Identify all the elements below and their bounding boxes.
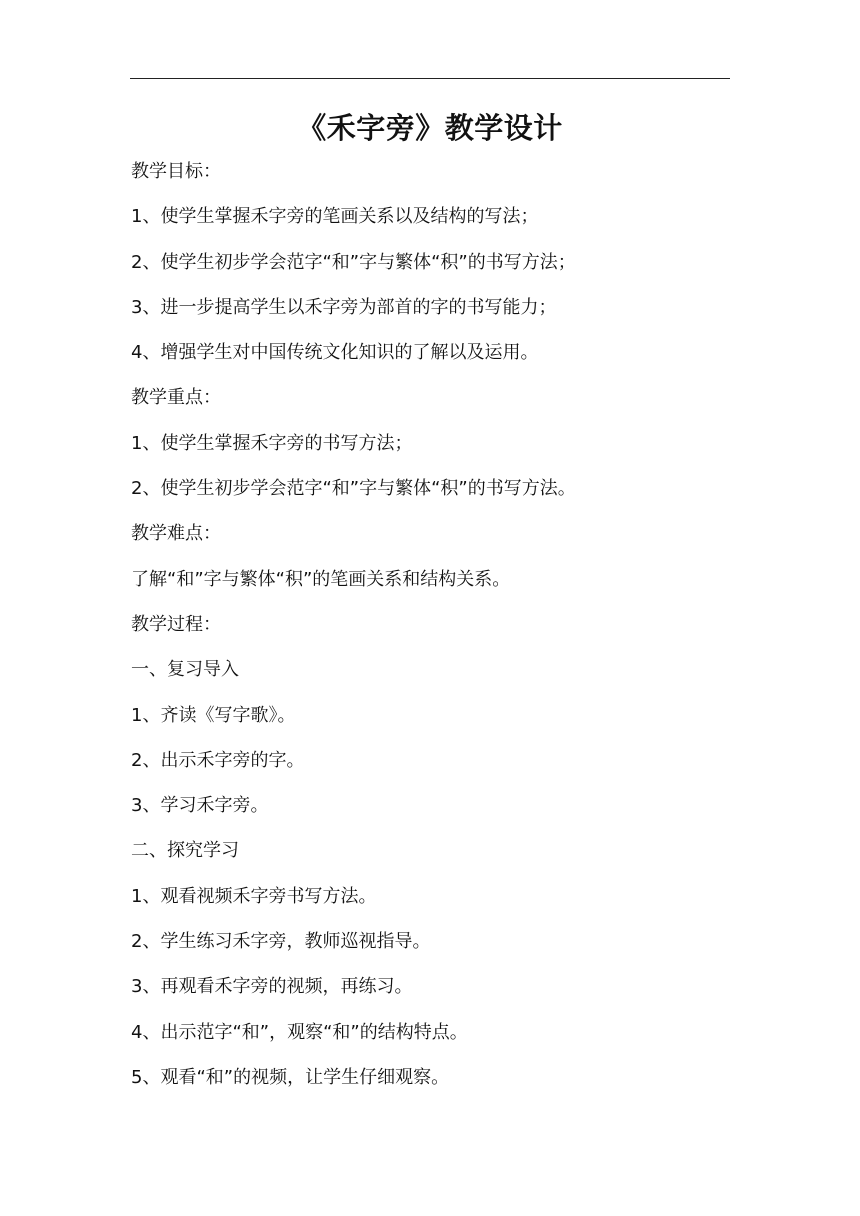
body-line: 1、观看视频禾字旁书写方法。 xyxy=(131,885,377,907)
body-line: 4、出示范字“和”，观察“和”的结构特点。 xyxy=(131,1021,468,1043)
document-body xyxy=(131,157,751,1108)
header-rule xyxy=(130,78,730,79)
body-line: 2、学生练习禾字旁，教师巡视指导。 xyxy=(131,931,431,953)
body-line: 教学重点： xyxy=(131,387,221,409)
body-line: 一、复习导入 xyxy=(131,659,239,681)
body-line: 3、进一步提高学生以禾字旁为部首的字的书写能力； xyxy=(131,296,557,318)
body-line: 2、使学生初步学会范字“和”字与繁体“积”的书写方法。 xyxy=(131,478,576,500)
body-line: 3、学习禾字旁。 xyxy=(131,795,269,817)
body-line: 1、使学生掌握禾字旁的笔画关系以及结构的写法； xyxy=(131,206,539,228)
body-line: 2、出示禾字旁的字。 xyxy=(131,749,305,771)
body-line: 4、增强学生对中国传统文化知识的了解以及运用。 xyxy=(131,342,539,364)
body-line: 教学过程： xyxy=(131,613,221,635)
document-title: 《禾字旁》教学设计 xyxy=(297,111,563,145)
body-line: 3、再观看禾字旁的视频，再练习。 xyxy=(131,976,413,998)
body-line: 教学目标： xyxy=(131,161,221,182)
body-line: 1、使学生掌握禾字旁的书写方法； xyxy=(131,432,413,454)
body-line: 1、齐读《写字歌》。 xyxy=(131,704,296,726)
body-line: 二、探究学习 xyxy=(131,840,239,862)
body-line: 2、使学生初步学会范字“和”字与繁体“积”的书写方法； xyxy=(131,251,576,273)
body-line: 了解“和”字与繁体“积”的笔画关系和结构关系。 xyxy=(131,568,511,590)
body-line: 5、观看“和”的视频，让学生仔细观察。 xyxy=(131,1066,450,1088)
body-line: 教学难点： xyxy=(131,523,221,545)
